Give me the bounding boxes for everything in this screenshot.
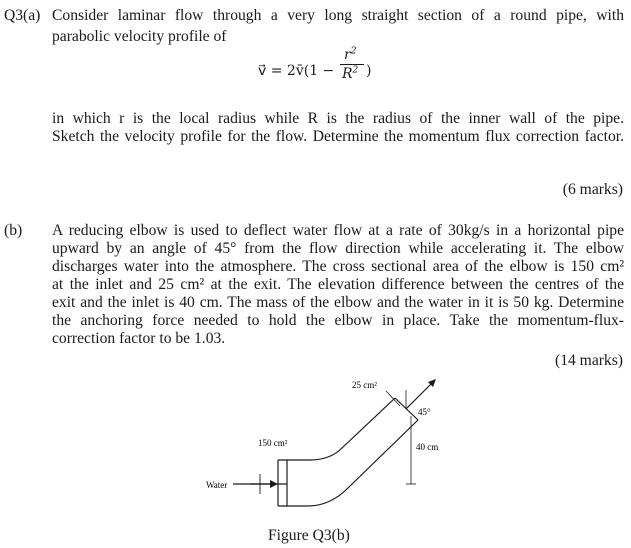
elbow-outline xyxy=(250,398,418,506)
question-label-b: (b) xyxy=(4,222,23,239)
q3b-line-6: the anchoring force needed to hold the elbow in place. Take the momentum-flux- xyxy=(52,312,624,329)
q3b-line-4: at the inlet and 25 cm² at the exit. The elevation difference between the centres of the xyxy=(52,276,624,293)
question-label-a: Q3(a) xyxy=(4,7,41,24)
inlet-area-label: 150 cm² xyxy=(258,438,288,448)
q3b-line-5: exit and the inlet is 40 cm. The mass of the elbow and the water in it is 50 kg. Determine xyxy=(52,294,624,311)
q3b-line-3: discharges water into the atmosphere. The cross sectional area of the elbow is 150 cm² xyxy=(52,258,624,275)
q3b-line-7: correction factor to be 1.03. xyxy=(52,330,226,347)
equation-numerator: $r^2$ xyxy=(344,46,357,63)
exit-area-label: 25 cm² xyxy=(352,380,377,390)
water-label: Water xyxy=(206,480,228,490)
q3a-line-1: Consider laminar flow through a very long straight section of a round pipe, with xyxy=(52,7,624,24)
equation-denominator: $R^2$ xyxy=(342,65,359,82)
equation-close-paren: ) xyxy=(366,63,372,79)
equation-lhs: v⃗ = 2v̄(1 − xyxy=(258,63,335,79)
inlet-flow-arrow xyxy=(233,474,278,494)
q3b-line-2: upward by an angle of 45° from the flow direction while accelerating it. The elbow xyxy=(52,240,624,257)
reducing-elbow-figure xyxy=(190,376,470,508)
exit-flow-arrow xyxy=(406,379,436,409)
q3b-marks: (14 marks) xyxy=(555,352,623,369)
height-label: 40 cm xyxy=(416,442,439,452)
q3a-marks: (6 marks) xyxy=(562,181,623,198)
q3a-line-2: parabolic velocity profile of xyxy=(52,28,227,45)
height-dimension xyxy=(406,416,416,484)
figure-caption: Figure Q3(b) xyxy=(268,527,350,544)
q3b-line-1: A reducing elbow is used to deflect water flow at a rate of 30kg/s in a horizontal pipe xyxy=(52,222,624,239)
velocity-equation xyxy=(258,46,388,95)
q3a-line-4: Sketch the velocity profile for the flow. Determine the momentum flux correction factor. xyxy=(52,128,624,145)
angle-label: 45° xyxy=(418,407,431,417)
q3a-line-3: in which r is the local radius while R is the radius of the inner wall of the pipe. xyxy=(52,110,624,127)
